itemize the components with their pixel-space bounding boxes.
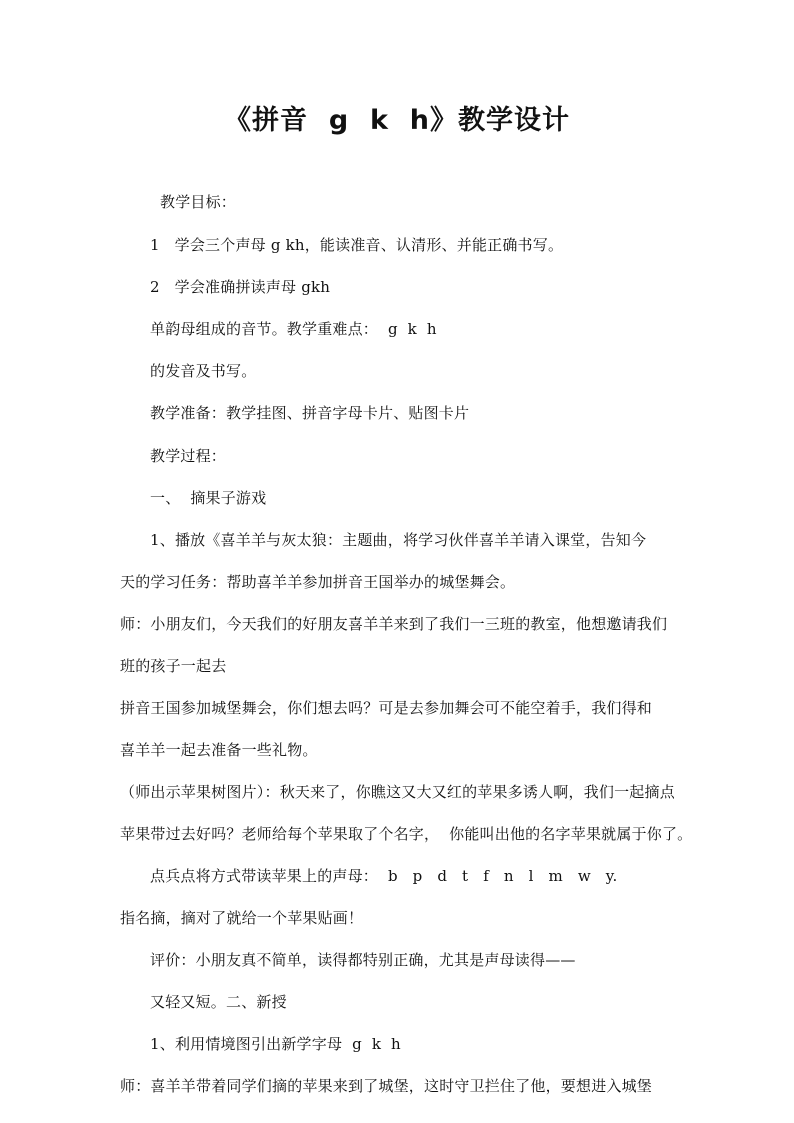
- paragraph-line: 教学目标：: [160, 193, 237, 211]
- paragraph-line: 指名摘，摘对了就给一个苹果贴画！: [120, 909, 364, 927]
- document-title: 《拼音 g k h》教学设计: [224, 105, 570, 136]
- paragraph-line: 喜羊羊一起去准备一些礼物。: [120, 741, 318, 759]
- paragraph-line: 苹果带过去好吗？老师给每个苹果取了个名字， 你能叫出他的名字苹果就属于你了。: [120, 825, 693, 843]
- paragraph-line: 又轻又短。二、新授: [150, 993, 287, 1011]
- paragraph-line: 师：小朋友们，今天我们的好朋友喜羊羊来到了我们一三班的教室，他想邀请我们: [120, 615, 668, 633]
- paragraph-line: 的发音及书写。: [150, 362, 257, 380]
- paragraph-line: 点兵点将方式带读苹果上的声母： b p d t f n l m w y.: [150, 867, 618, 885]
- paragraph-line: 1 学会三个声母 g kh，能读准音、认清形、并能正确书写。: [150, 236, 564, 254]
- paragraph-line: 一、 摘果子游戏: [150, 489, 267, 507]
- paragraph-line: 教学准备：教学挂图、拼音字母卡片、贴图卡片: [150, 404, 470, 422]
- paragraph-line: 天的学习任务：帮助喜羊羊参加拼音王国举办的城堡舞会。: [120, 573, 516, 591]
- paragraph-line: （师出示苹果树图片）：秋天来了，你瞧这又大又红的苹果多诱人啊，我们一起摘点: [120, 783, 675, 801]
- paragraph-line: 评价：小朋友真不简单，读得都特别正确，尤其是声母读得——: [150, 951, 576, 969]
- paragraph-line: 单韵母组成的音节。教学重难点： g k h: [150, 320, 437, 338]
- paragraph-line: 1、播放《喜羊羊与灰太狼：主题曲，将学习伙伴喜羊羊请入课堂，告知今: [150, 531, 647, 549]
- paragraph-line: 拼音王国参加城堡舞会，你们想去吗？可是去参加舞会可不能空着手，我们得和: [120, 699, 653, 717]
- paragraph-line: 2 学会准确拼读声母 gkh: [150, 278, 331, 296]
- paragraph-line: 教学过程：: [150, 447, 227, 465]
- paragraph-line: 班的孩子一起去: [120, 657, 227, 675]
- paragraph-line: 1、利用情境图引出新学字母 g k h: [150, 1035, 401, 1053]
- paragraph-line: 师：喜羊羊带着同学们摘的苹果来到了城堡，这时守卫拦住了他，要想进入城堡: [120, 1077, 653, 1095]
